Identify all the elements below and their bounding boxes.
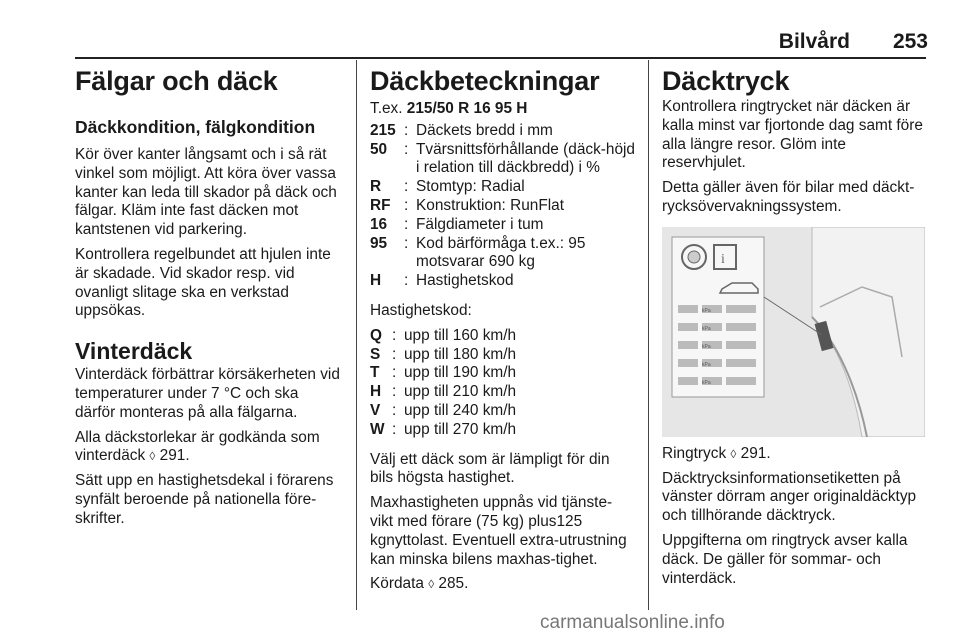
list-item — [370, 272, 635, 291]
watermark: carmanualsonline.info — [540, 612, 725, 633]
code-key: S — [370, 345, 381, 363]
code-key: 215 — [370, 121, 396, 139]
paragraph: Kontrollera regelbundet att hjulen inte är skadade. Vid skador resp. vid ovanligt slitage ska en verkstad uppsökas. — [75, 245, 331, 320]
paragraph — [75, 429, 340, 467]
column-tyre-pressure — [662, 64, 926, 588]
separator: : — [404, 178, 409, 196]
separator: : — [404, 196, 409, 214]
tyre-pressure-label-illustration — [662, 227, 925, 437]
separator: : — [392, 364, 397, 382]
separator: : — [404, 234, 409, 252]
svg-text:i: i — [721, 251, 725, 267]
code-value: Däckets bredd i mm — [416, 121, 553, 139]
list-item — [370, 141, 635, 179]
paragraph: Kör över kanter långsamt och i så rät vinkel som möjligt. Att köra över vassa kanter kan leda till skador på däck och fälgar. Kläm inte fast däcken mot kantstenen vid parkering. — [75, 146, 337, 239]
code-value: Kod bärförmåga t.ex.: 95 motsvarar 690 kg — [416, 234, 586, 271]
list-item — [370, 197, 635, 216]
code-key: H — [370, 383, 382, 401]
page-ref-link[interactable]: 285. — [438, 575, 469, 593]
code-key: RF — [370, 196, 391, 214]
code-value: upp till 190 km/h — [404, 364, 517, 382]
separator: : — [392, 345, 397, 363]
code-value: Stomtyp: Radial — [416, 178, 525, 196]
heading-tyre-pressure: Däcktryck — [662, 66, 790, 96]
paragraph: Maxhastigheten uppnås vid tjänste-vikt med förare (75 kg) plus125 kgnyttolast. Eventuell extra-utrustning kan minska bilens maxhas-tighet. — [370, 494, 627, 568]
paragraph: Sätt upp en hastighetsdekal i förarens synfält beroende på nationella före-skrifter. — [75, 472, 334, 527]
example-value: 215/50 R 16 95 H — [406, 100, 528, 117]
code-value: Fälgdiameter i tum — [416, 215, 544, 233]
code-value: upp till 240 km/h — [404, 401, 517, 419]
list-item — [370, 178, 635, 197]
separator: : — [392, 420, 397, 438]
code-key: R — [370, 178, 382, 196]
text: Alla däckstorlekar är godkända som vinterdäck — [75, 428, 320, 465]
code-value: Hastighetskod — [416, 272, 514, 290]
paragraph: Detta gäller även för bilar med däckt-rycksövervakningssystem. — [662, 179, 915, 215]
list-item — [370, 346, 635, 365]
separator: : — [392, 383, 397, 401]
code-key: 16 — [370, 215, 388, 233]
code-value: upp till 210 km/h — [404, 383, 517, 401]
code-value: upp till 180 km/h — [404, 345, 517, 363]
door-frame-illustration — [662, 227, 925, 437]
example-label: T.ex. — [370, 100, 407, 117]
code-key: W — [370, 420, 385, 438]
heading-tyre-condition: Däckkondition, fälgkondition — [75, 117, 316, 137]
example — [370, 100, 635, 119]
list-item — [370, 364, 635, 383]
list-item — [370, 235, 635, 273]
paragraph — [662, 445, 926, 464]
page-ref-icon: ◊ — [149, 449, 156, 464]
code-value: Konstruktion: RunFlat — [416, 196, 564, 214]
separator: : — [404, 121, 409, 139]
column-divider — [356, 60, 357, 610]
page-ref-link[interactable]: 291. — [159, 447, 190, 465]
header-rule — [75, 57, 926, 59]
page-ref-link[interactable]: 291. — [740, 444, 771, 462]
page-header — [0, 30, 960, 60]
speed-code-title: Hastighetskod: — [370, 301, 472, 319]
column-divider — [648, 60, 649, 610]
kpa-label: kPa — [702, 343, 711, 350]
paragraph: Vinterdäck förbättrar körsäkerheten vid temperaturer under 7 °C och ska därför monteras på alla fälgarna. — [75, 366, 340, 421]
separator: : — [404, 140, 409, 158]
separator: : — [404, 215, 409, 233]
paragraph: Däcktrycksinformationsetiketten på vänster dörram anger originaldäcktyp och tillhörande däcktryck. — [662, 469, 917, 525]
speed-list — [370, 327, 635, 440]
list-item — [370, 421, 635, 440]
separator: : — [404, 272, 409, 290]
section-title: Bilvård — [778, 30, 850, 53]
code-key: T — [370, 364, 380, 382]
code-value: upp till 270 km/h — [404, 420, 517, 438]
list-item — [370, 383, 635, 402]
page-ref-icon: ◊ — [428, 577, 435, 592]
text: Ringtryck — [662, 444, 731, 462]
text: Kördata — [370, 575, 429, 593]
list-item — [370, 216, 635, 235]
paragraph: Uppgifterna om ringtryck avser kalla däck. De gäller för sommar- och vinterdäck. — [662, 531, 908, 587]
code-value: Tvärsnittsförhållande (däck-höjd i relation till däckbredd) i % — [416, 140, 635, 177]
code-value: upp till 160 km/h — [404, 326, 517, 344]
kpa-label: kPa — [702, 361, 711, 368]
kpa-label: kPa — [702, 307, 711, 314]
code-key: H — [370, 272, 382, 290]
paragraph: Välj ett däck som är lämpligt för din bils högsta hastighet. — [370, 450, 610, 487]
separator: : — [392, 326, 397, 344]
kpa-label: kPa — [702, 325, 711, 332]
list-item — [370, 402, 635, 421]
page-number: 253 — [892, 30, 928, 53]
code-key: V — [370, 401, 381, 419]
column-tyre-designations — [370, 64, 635, 594]
paragraph — [370, 575, 635, 594]
code-list — [370, 122, 635, 291]
paragraph: Kontrollera ringtrycket när däcken är kalla minst var fjortonde dag samt före alla längre resor. Glöm inte reservhjulet. — [662, 98, 923, 172]
kpa-label: kPa — [702, 379, 711, 386]
code-key: 95 — [370, 234, 388, 252]
column-wheels — [75, 64, 340, 529]
code-key: 50 — [370, 140, 388, 158]
page-ref-icon: ◊ — [730, 446, 737, 461]
list-item — [370, 327, 635, 346]
heading-wheels-tyres: Fälgar och däck — [75, 66, 278, 96]
separator: : — [392, 401, 397, 419]
heading-tyre-designations: Däckbeteckningar — [370, 66, 600, 96]
heading-winter-tyres: Vinterdäck — [75, 338, 193, 365]
list-item — [370, 122, 635, 141]
code-key: Q — [370, 326, 382, 344]
